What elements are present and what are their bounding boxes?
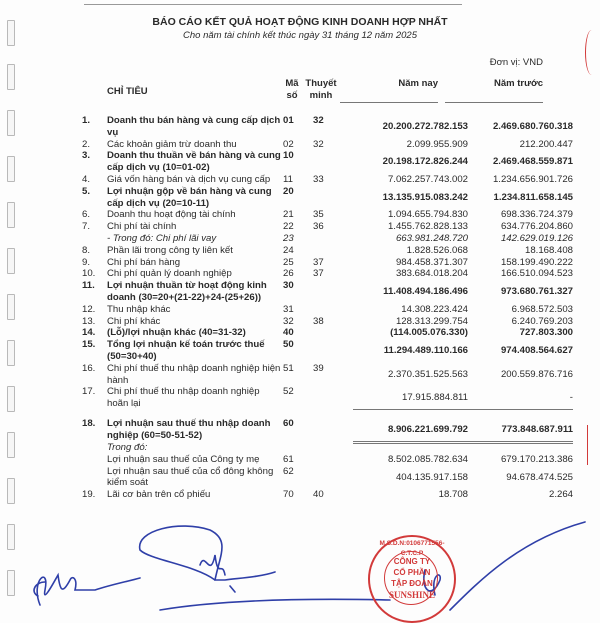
company-seal — [368, 535, 456, 623]
row-label: Chi phí thuế thu nhập doanh nghiệp hoãn lại — [107, 386, 260, 410]
row-code: 25 — [283, 256, 294, 268]
prior-year-value: 974.408.564.627 — [500, 345, 573, 357]
row-label: Chi phí khác — [107, 315, 161, 327]
prior-year-value: 773.848.687.911 — [468, 418, 573, 442]
row-label: Doanh thu hoạt động tài chính — [107, 209, 236, 221]
table-row — [82, 466, 573, 490]
current-year-value: 663.981.248.720 — [395, 232, 468, 244]
row-code: 32 — [283, 315, 294, 327]
row-note: 37 — [313, 268, 324, 280]
row-label: Lãi cơ bản trên cổ phiếu — [107, 489, 211, 501]
table-row — [82, 316, 573, 328]
prior-year-value: 2.469.680.760.318 — [492, 120, 573, 132]
binder-hole — [7, 294, 15, 320]
row-code — [283, 442, 313, 454]
table-row — [82, 386, 573, 410]
table-row — [82, 233, 573, 245]
row-label: Chi phí thuế thu nhập doanh nghiệp hiện hành — [107, 362, 281, 386]
current-year-value: 18.708 — [438, 489, 468, 501]
current-year-value: 20.198.172.826.244 — [382, 156, 468, 168]
prior-year-value: 2.469.468.559.871 — [492, 156, 573, 168]
row-code: 23 — [283, 232, 294, 244]
row-number: 14. — [82, 327, 96, 339]
table-row — [82, 418, 573, 442]
row-code: 21 — [283, 209, 294, 221]
current-year-value: 7.062.257.743.002 — [387, 173, 468, 185]
table-row — [82, 442, 573, 454]
current-year-value: 383.684.018.204 — [395, 268, 468, 280]
current-year-value: (114.005.076.330) — [390, 327, 468, 339]
binder-hole — [7, 64, 15, 90]
row-code: 01 — [283, 115, 294, 126]
row-note — [313, 466, 353, 490]
table-row — [82, 245, 573, 257]
prior-year-value: 727.803.300 — [519, 327, 573, 339]
row-code: 24 — [283, 244, 294, 256]
row-code: 61 — [283, 453, 294, 465]
row-label: Các khoản giảm trừ doanh thu — [107, 138, 237, 150]
prior-year-value: 679.170.213.386 — [500, 453, 573, 465]
row-number: 2. — [82, 138, 91, 150]
seal-line: SUNSHINE — [388, 590, 435, 600]
row-number: 5. — [82, 185, 91, 197]
row-label: (Lỗ)/lợi nhuận khác (40=31-32) — [107, 327, 246, 339]
row-number: 17. — [82, 386, 96, 398]
prior-year-value: 6.240.769.203 — [511, 315, 573, 327]
current-year-value: 404.135.917.158 — [395, 471, 468, 483]
row-number: 16. — [82, 362, 96, 374]
row-code: 40 — [283, 327, 294, 339]
table-row — [82, 174, 573, 186]
column-header-item: CHỈ TIÊU — [107, 86, 148, 97]
table-row — [82, 139, 573, 151]
row-number — [82, 454, 107, 466]
binder-hole — [7, 202, 15, 228]
binder-hole — [7, 386, 15, 412]
prior-year-value: 1.234.656.901.726 — [492, 173, 573, 185]
current-year-value: 8.502.085.782.634 — [387, 453, 468, 465]
signatures — [0, 520, 600, 613]
current-year-value — [353, 442, 468, 454]
row-number: 19. — [82, 489, 96, 501]
table-row — [82, 363, 573, 387]
table-row — [82, 257, 573, 269]
row-code: 02 — [283, 138, 294, 150]
prior-year-value: 18.168.408 — [524, 244, 573, 256]
table-row — [82, 454, 573, 466]
prior-year-value: - — [468, 386, 573, 410]
row-number: 15. — [82, 339, 96, 351]
row-note: 40 — [313, 489, 324, 501]
current-year-value: 984.458.371.307 — [395, 256, 468, 268]
row-number: 18. — [82, 418, 96, 430]
row-number — [82, 233, 107, 245]
row-label: Doanh thu bán hàng và cung cấp dịch vụ — [107, 115, 281, 138]
report-subtitle: Cho năm tài chính kết thúc ngày 31 tháng 12 năm 2025 — [183, 30, 417, 41]
row-note — [313, 245, 353, 257]
table-row — [82, 327, 573, 339]
row-code: 50 — [283, 339, 294, 351]
table-row — [82, 150, 573, 174]
row-label: Lợi nhuận sau thuế của Công ty mẹ — [107, 453, 260, 465]
current-year-value: 2.370.351.525.563 — [387, 368, 468, 380]
table-row — [82, 489, 573, 501]
table-row — [82, 115, 573, 139]
row-label: Tổng lợi nhuận kế toán trước thuế (50=30+40) — [107, 339, 265, 362]
header-underline — [445, 102, 543, 103]
binder-hole — [7, 432, 15, 458]
row-code: 60 — [283, 418, 294, 430]
report-title: BÁO CÁO KẾT QUẢ HOẠT ĐỘNG KINH DOANH HỢP NHẤT — [152, 16, 448, 28]
row-note: 39 — [313, 362, 324, 374]
row-note — [313, 442, 353, 454]
row-note: 32 — [313, 138, 324, 150]
row-label: Phần lãi trong công ty liên kết — [107, 244, 233, 256]
prior-year-value: 634.776.204.860 — [500, 221, 573, 233]
current-year-value: 14.308.223.424 — [401, 303, 468, 315]
row-code: 11 — [283, 173, 293, 185]
table-row — [82, 186, 573, 210]
row-note: 33 — [313, 173, 324, 185]
current-year-value: 1.455.762.828.133 — [387, 221, 468, 233]
current-year-value: 128.313.299.754 — [395, 315, 468, 327]
row-label: Giá vốn hàng bán và dịch vụ cung cấp — [107, 173, 271, 185]
row-number: 7. — [82, 221, 91, 233]
row-note — [313, 150, 353, 174]
row-number: 10. — [82, 268, 96, 280]
row-number — [82, 442, 107, 454]
current-year-value: 8.906.221.699.792 — [353, 418, 468, 442]
table-row — [82, 221, 573, 233]
row-note — [313, 339, 353, 363]
row-number: 9. — [82, 256, 91, 268]
row-code: 31 — [283, 303, 294, 315]
row-note: 35 — [313, 209, 324, 221]
current-year-value: 1.094.655.794.830 — [387, 209, 468, 221]
row-note — [313, 418, 353, 442]
row-label: - Trong đó: Chi phí lãi vay — [107, 232, 217, 244]
row-number: 11. — [82, 280, 95, 292]
prior-year-value: 6.968.572.503 — [511, 303, 573, 315]
row-label: Doanh thu thuần về bán hàng và cung cấp dịch vụ (10=01-02) — [107, 150, 281, 174]
current-year-value: 2.099.955.909 — [406, 138, 468, 150]
table-row — [82, 268, 573, 280]
binder-hole — [7, 110, 15, 136]
binder-hole — [7, 156, 15, 182]
column-header-prior: Năm trước — [493, 78, 543, 89]
prior-year-value: 200.559.876.716 — [500, 368, 573, 380]
row-number: 13. — [82, 315, 96, 327]
row-label: Chi phí quản lý doanh nghiệp — [107, 268, 232, 280]
row-label: Chi phí tài chính — [107, 221, 177, 233]
current-year-value: 1.828.526.068 — [406, 244, 468, 256]
column-header-note: Thuyết minh — [305, 78, 337, 101]
row-code: 51 — [283, 362, 294, 374]
row-note: 38 — [313, 315, 324, 327]
seal-line: CỔ PHẦN — [393, 568, 431, 577]
row-number: 8. — [82, 244, 91, 256]
seal-line: CÔNG TY — [393, 557, 431, 566]
column-header-current: Năm nay — [398, 78, 438, 89]
prior-year-value: 698.336.724.379 — [500, 209, 573, 221]
row-note: 36 — [313, 221, 324, 233]
prior-year-value: 212.200.447 — [519, 138, 573, 150]
spacer-row — [82, 410, 573, 419]
current-year-value: 20.200.272.782.153 — [382, 120, 468, 132]
row-note: 37 — [313, 256, 324, 268]
row-note — [313, 186, 353, 210]
row-number: 3. — [82, 150, 91, 162]
row-code: 52 — [283, 386, 294, 398]
row-code: 70 — [283, 489, 294, 501]
row-label: Lợi nhuận sau thuế của cổ đông không kiểm soát — [107, 465, 274, 489]
row-number: 4. — [82, 173, 91, 185]
current-year-value: 17.915.884.811 — [353, 386, 468, 410]
header-underline — [340, 102, 438, 103]
row-code: 30 — [283, 280, 294, 292]
current-year-value: 13.135.915.083.242 — [382, 191, 468, 203]
row-note — [313, 233, 353, 245]
current-year-value: 11.294.489.110.166 — [383, 345, 468, 357]
income-statement-table — [82, 115, 573, 501]
row-note — [313, 280, 353, 304]
row-number: 12. — [82, 303, 96, 315]
table-row — [82, 280, 573, 304]
seal-line: TẬP ĐOÀN — [391, 579, 433, 588]
row-code: 22 — [283, 221, 294, 233]
row-label: Lợi nhuận sau thuế thu nhập doanh nghiệp (60=50-51-52) — [107, 418, 271, 442]
binder-hole — [7, 340, 15, 366]
prior-year-value: 166.510.094.523 — [500, 268, 573, 280]
binder-hole — [7, 248, 15, 274]
currency-unit: Đơn vị: VND — [489, 57, 543, 68]
column-header-code: Mã số — [285, 78, 299, 101]
table-row — [82, 339, 573, 363]
row-label: Lợi nhuận gộp về bán hàng và cung cấp dịch vụ (20=10-11) — [107, 185, 272, 209]
table-row — [82, 209, 573, 221]
header-rule — [84, 0, 462, 5]
table-row — [82, 304, 573, 316]
prior-year-value: 1.234.811.658.145 — [493, 191, 573, 203]
seal-ring-text: M.S.D.N:0106771556-C.T.C.P — [379, 540, 445, 557]
row-label: Thu nhập khác — [107, 303, 171, 315]
prior-year-value: 2.264 — [548, 489, 573, 501]
row-code: 10 — [283, 150, 294, 162]
prior-year-value: 973.680.761.327 — [500, 286, 573, 298]
binder-hole — [7, 478, 15, 504]
row-label: Trong đó: — [107, 442, 148, 454]
row-note — [313, 386, 353, 410]
row-number: 6. — [82, 209, 91, 221]
row-note: 32 — [313, 115, 324, 126]
row-label: Lợi nhuận thuần từ hoạt động kinh doanh (30=20+(21-22)+24-(25+26)) — [107, 280, 267, 303]
row-note — [313, 454, 353, 466]
row-code: 26 — [283, 268, 294, 280]
current-year-value: 11.408.494.186.496 — [383, 286, 468, 298]
row-label: Chi phí bán hàng — [107, 256, 181, 268]
row-number — [82, 466, 107, 490]
prior-year-value — [468, 442, 573, 454]
prior-year-value: 94.678.474.525 — [506, 471, 573, 483]
prior-year-value: 142.629.019.126 — [500, 232, 573, 244]
prior-year-value: 158.199.490.222 — [500, 256, 573, 268]
row-number: 1. — [82, 115, 91, 126]
row-code: 20 — [283, 185, 294, 197]
row-code: 62 — [283, 465, 294, 477]
row-note — [313, 327, 353, 339]
row-note — [313, 304, 353, 316]
